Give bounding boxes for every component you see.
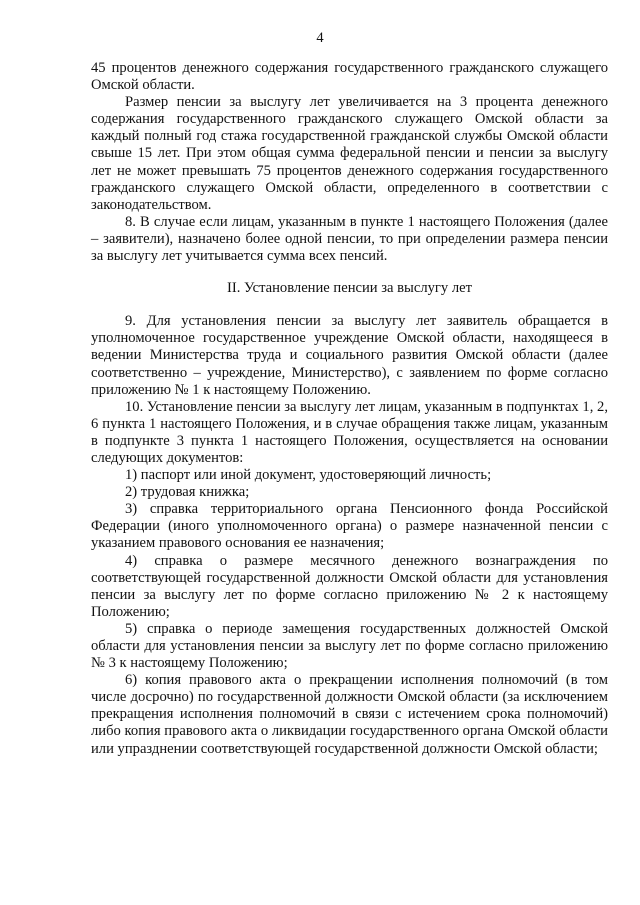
paragraph: 8. В случае если лицам, указанным в пункте 1 настоящего Положения (далее – заявители), назначено более одной пенсии, то при определении размера пенсии за выслугу лет учитывается сумма всех пенсий. [91,213,608,265]
list-item: 5) справка о периоде замещения государственных должностей Омской области для установления пенсии за выслугу лет по форме согласно приложению № 3 к настоящему Положению; [91,620,608,672]
list-item: 4) справка о размере месячного денежного вознаграждения по соответствующей государственной должности Омской области для установления пенсии за выслугу лет по форме согласно приложению № 2 к настоящему Положению; [91,552,608,620]
paragraph: 9. Для установления пенсии за выслугу лет заявитель обращается в уполномоченное государственное учреждение Омской области, находящееся в ведении Министерства труда и социального развития Омской области (далее соответственно – учреждение, Министерство), с заявлением по форме согласно приложению № 1 к настоящему Положению. [91,313,608,398]
paragraph: Размер пенсии за выслугу лет увеличивается на 3 процента денежного содержания государственного гражданского служащего Омской области за каждый полный год стажа государственной гражданской службы Омской области свыше 15 лет. При этом общая сумма федеральной пенсии и пенсии за выслугу лет не может превышать 75 процентов денежного содержания государственного гражданского служащего Омской области, определенного в соответствии с законодательством. [91,94,608,213]
paragraph: 10. Установление пенсии за выслугу лет лицам, указанным в подпунктах 1, 2, 6 пункта 1 настоящего Положения, и в случае обращения также лицам, указанным в подпункте 3 пункта 1 настоящего Положения, осуществляется на основании следующих документов: [91,398,608,466]
paragraph: 45 процентов денежного содержания государственного гражданского служащего Омской области. [91,60,608,94]
document-body [91,60,608,758]
list-item: 1) паспорт или иной документ, удостоверяющий личность; [125,467,492,484]
page-number: 4 [316,30,324,46]
list-item: 2) трудовая книжка; [125,484,250,501]
list-item: 6) копия правового акта о прекращении исполнения полномочий (в том числе досрочно) по государственной должности Омской области (за исключением прекращения исполнения полномочий в связи с истечением срока полномочий) либо копия правового акта о ликвидации государственного органа Омской области или упразднении соответствующей государственной должности Омской области; [91,672,608,757]
list-item: 3) справка территориального органа Пенсионного фонда Российской Федерации (иного уполномоченного органа) о размере назначенной пенсии с указанием правового основания ее назначения; [91,501,608,552]
section-heading: II. Установление пенсии за выслугу лет [227,280,472,297]
